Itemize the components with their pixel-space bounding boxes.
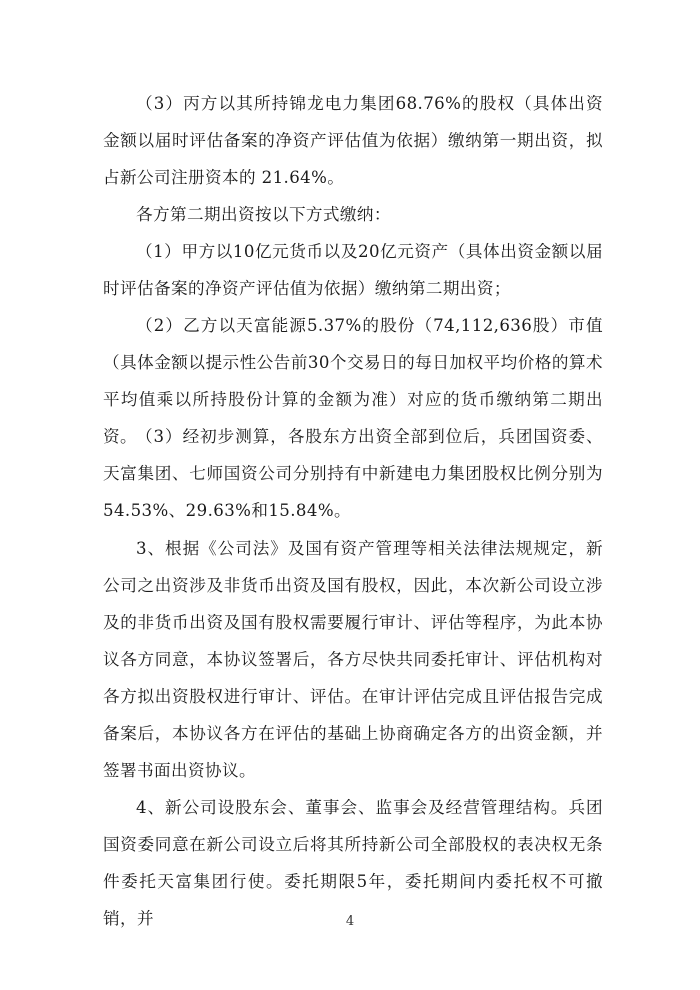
paragraph-clause-3: 3、根据《公司法》及国有资产管理等相关法律法规规定，新公司之出资涉及非货币出资及国有股权，因此，本次新公司设立涉及的非货币出资及国有股权需要履行审计、评估等程序，为此本协议各方同意，本协议签署后，各方尽快共同委托审计、评估机构对各方拟出资股权进行审计、评估。在审计评估完成且评估报告完成备案后，本协议各方在评估的基础上协商确定各方的出资金额，并签署书面出资协议。 bbox=[103, 539, 603, 780]
paragraph-stage2-party-b: （2）乙方以天富能源5.37%的股份（74,112,636股）市值（具体金额以提示性公告前30个交易日的每日加权平均价格的算术平均值乘以所持股份计算的金额为准）对应的货币缴纳第二期出资。 bbox=[103, 316, 603, 446]
paragraph-shareholding-ratio: （3）经初步测算，各股东方出资全部到位后，兵团国资委、天富集团、七师国资公司分别持有中新建电力集团股权比例分别为54.53%、29.63%和15.84%。 bbox=[103, 427, 603, 520]
paragraph-stage2-party-a: （1）甲方以10亿元货币以及20亿元资产（具体出资金额以届时评估备案的净资产评估值为依据）缴纳第二期出资； bbox=[103, 242, 603, 298]
paragraph-clause-4: 4、新公司设股东会、董事会、监事会及经营管理结构。兵团国资委同意在新公司设立后将其所持新公司全部股权的表决权无条件委托天富集团行使。委托期限5年，委托期间内委托权不可撤销，并 bbox=[103, 798, 603, 928]
paragraph-stage1-party-c: （3）丙方以其所持锦龙电力集团68.76%的股权（具体出资金额以届时评估备案的净资产评估值为依据）缴纳第一期出资，拟占新公司注册资本的 21.64%。 bbox=[103, 94, 603, 187]
page-number: 4 bbox=[345, 914, 355, 929]
paragraph-stage2-intro: 各方第二期出资按以下方式缴纳： bbox=[136, 205, 391, 224]
